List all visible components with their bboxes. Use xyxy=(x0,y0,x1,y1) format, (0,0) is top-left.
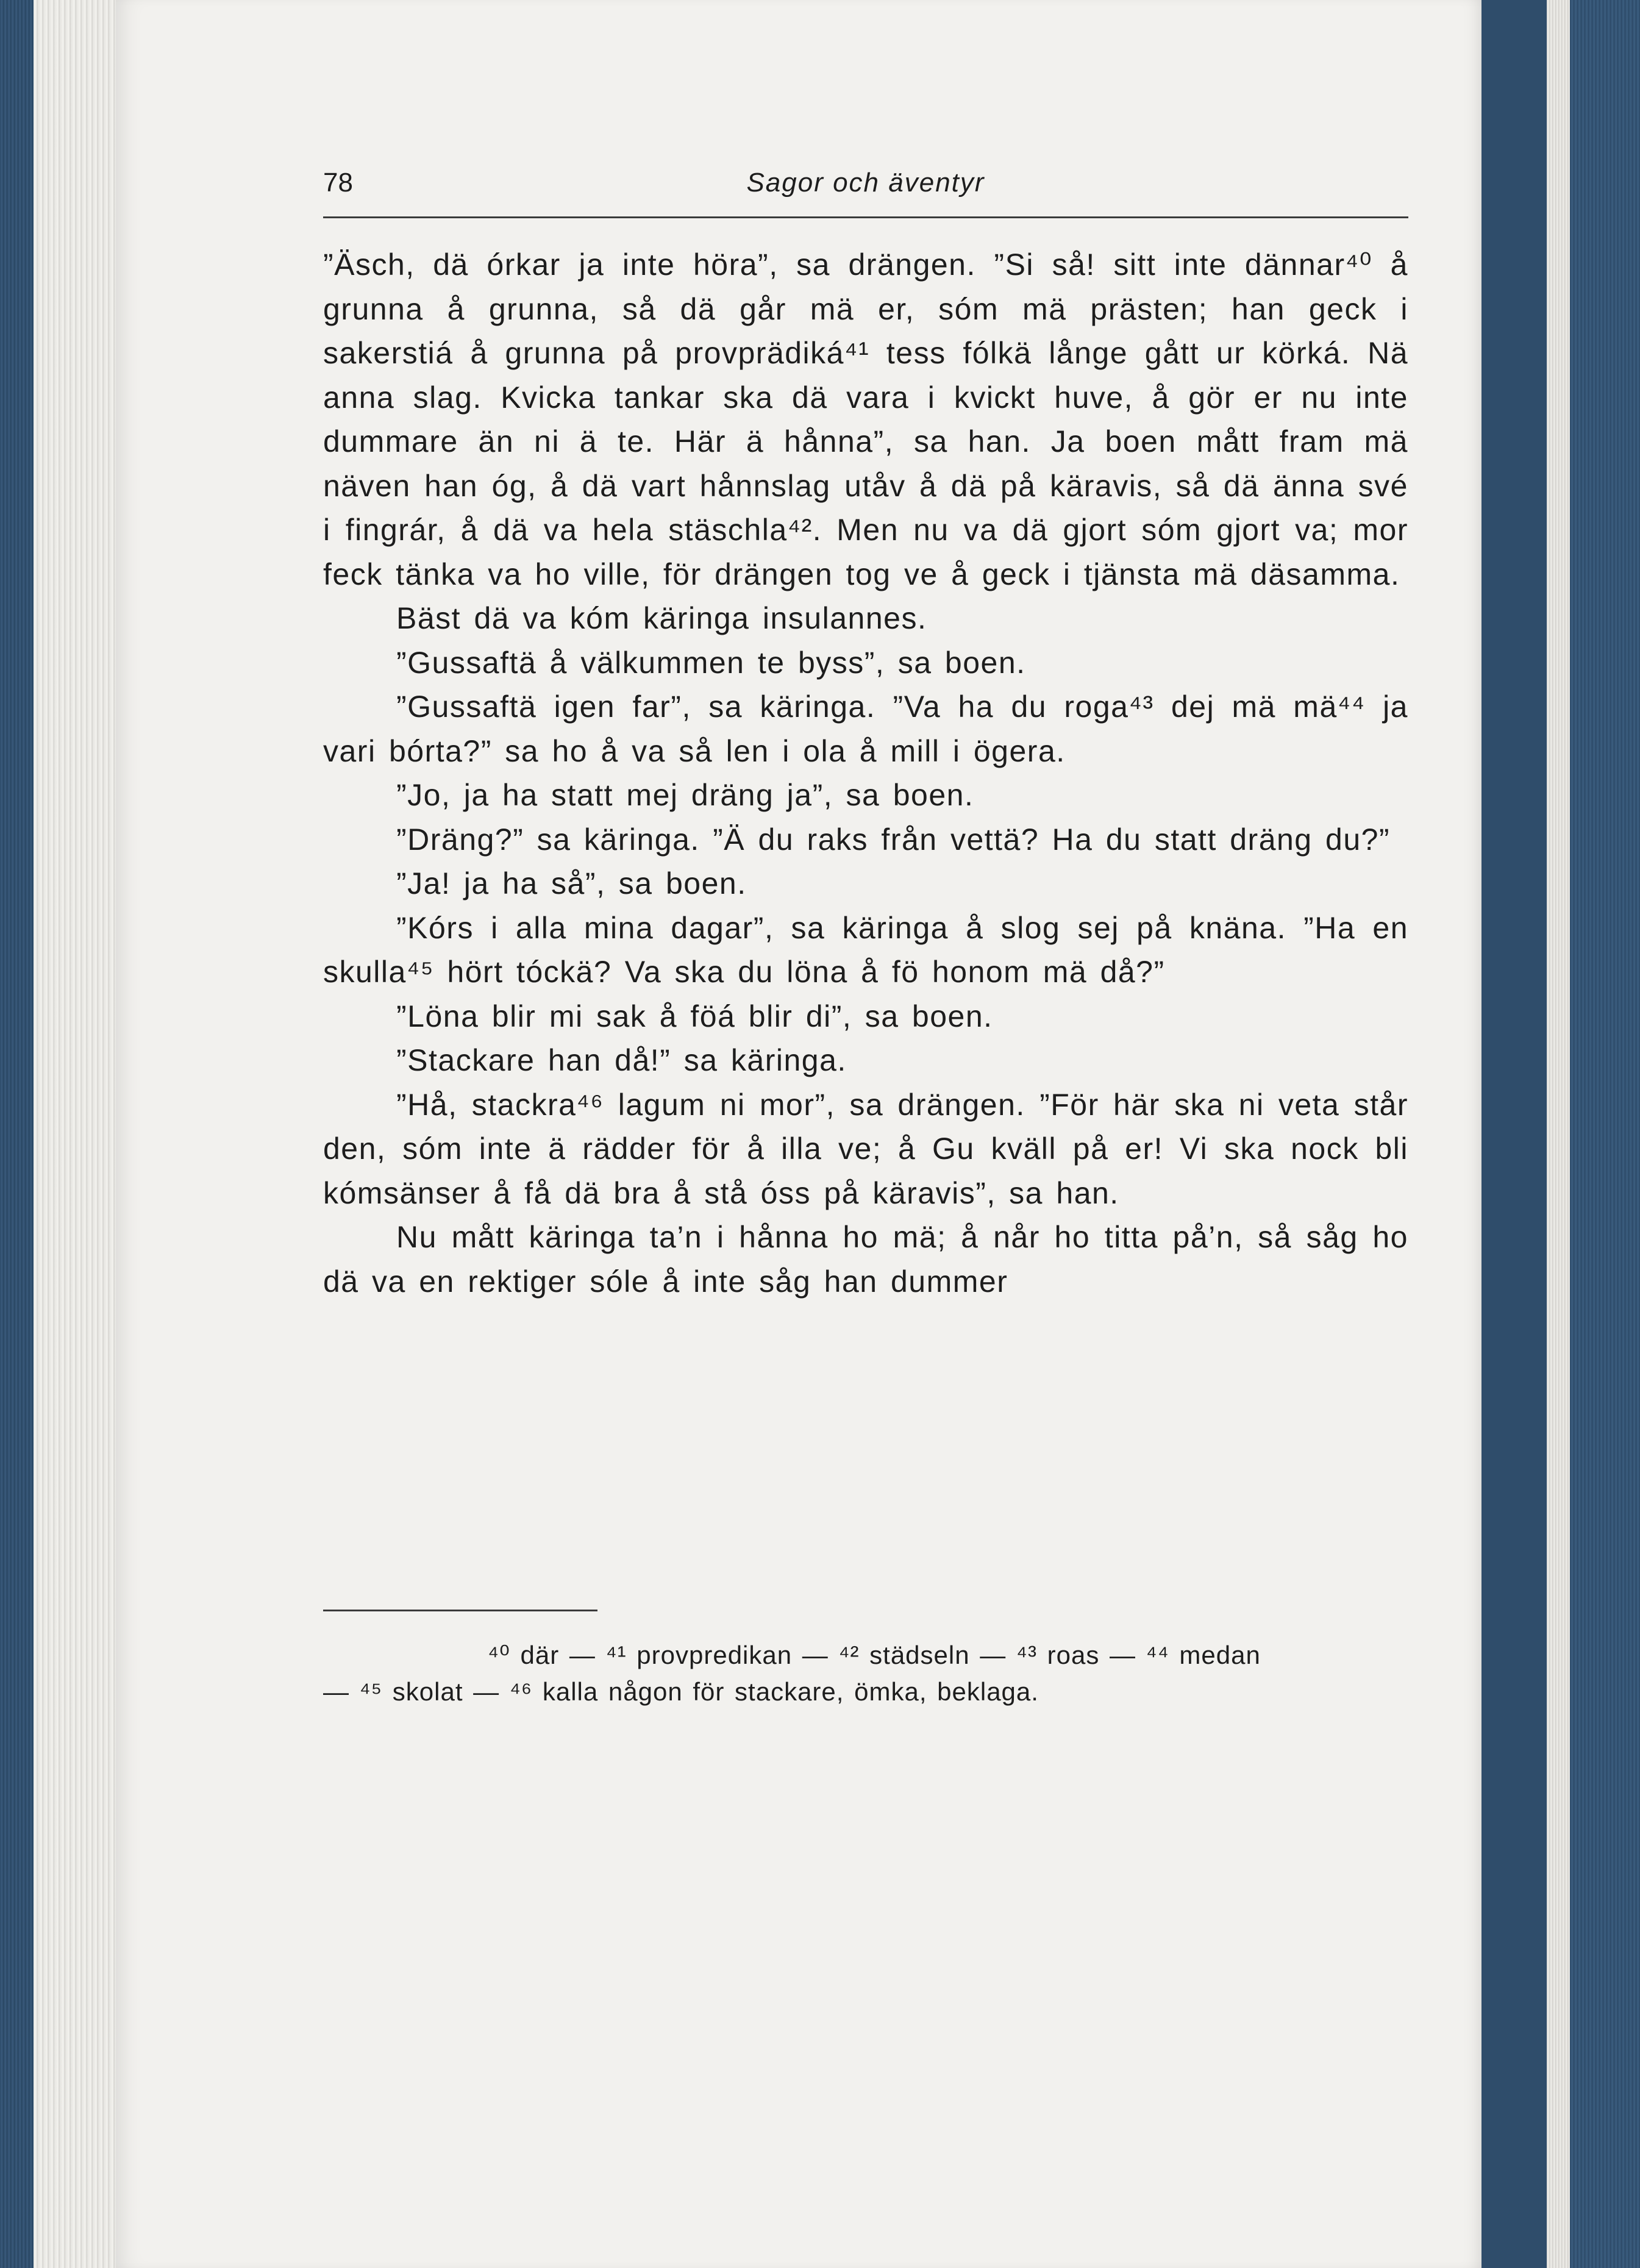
paragraph: ”Äsch, dä órkar ja inte höra”, sa drängen. ”Si så! sitt inte dännar⁴⁰ å grunna å grunna, så dä går mä er, sóm mä prästen; han geck i sakerstiá å grunna på provprädiká⁴¹ tess fólkä långe gått ur körká. Nä anna slag. Kvicka tankar ska dä vara i kvickt huve, å gör er nu inte dummare än ni ä te. Här ä hånna”, sa han. Ja boen mått fram mä näven han óg, å dä vart hånnslag utåv å dä på käravis, så dä änna své i fingrár, å dä va hela stäschla⁴². Men nu va dä gjort sóm gjort va; mor feck tänka va ho ville, för drängen tog ve å geck i tjänsta mä däsamma. xyxy=(323,248,1408,591)
paragraph: ”Stackare han då!” sa käringa. xyxy=(396,1043,847,1077)
paragraph: Bäst dä va kóm käringa insulannes. xyxy=(396,601,927,635)
paragraph: ”Dräng?” sa käringa. ”Ä du raks från vettä? Ha du statt dräng du?” xyxy=(396,822,1391,857)
paragraph: ”Kórs i alla mina dagar”, sa käringa å slog sej på knäna. ”Ha en skulla⁴⁵ hört tóckä? Va ska du löna å fö honom mä då?” xyxy=(323,910,1408,989)
footnotes xyxy=(323,1637,1408,1710)
paragraph: ”Ja! ja ha så”, sa boen. xyxy=(396,866,747,900)
footnote-line: ⁴⁰ där — ⁴¹ provpredikan — ⁴² städseln — ⁴³ roas — ⁴⁴ medan xyxy=(488,1641,1261,1669)
book-cover-right-edge xyxy=(1567,0,1640,2268)
paragraph: ”Gussaftä igen far”, sa käringa. ”Va ha du roga⁴³ dej mä mä⁴⁴ ja vari bórta?” sa ho å va så len i ola å mill i ögera. xyxy=(323,690,1408,768)
paragraph: ”Hå, stackra⁴⁶ lagum ni mor”, sa drängen. ”För här ska ni veta står den, sóm inte ä rädder för å illa ve; å Gu kväll på er! Vi ska nock bli kómsänser å få dä bra å stå óss på käravis”, sa han. xyxy=(323,1087,1408,1210)
paragraph: ”Gussaftä å välkummen te byss”, sa boen. xyxy=(396,645,1026,680)
paragraph: ”Löna blir mi sak å föá blir di”, sa boen. xyxy=(396,999,993,1033)
paragraph: Nu mått käringa ta’n i hånna ho mä; å når ho titta på’n, så såg ho dä va en rektiger sóle å inte såg han dummer xyxy=(323,1220,1408,1299)
paragraph: ”Jo, ja ha statt mej dräng ja”, sa boen. xyxy=(396,778,974,812)
page-stack-right xyxy=(1547,0,1570,2268)
page-stack-left xyxy=(34,0,121,2268)
page-header xyxy=(323,168,1408,218)
main-text xyxy=(323,243,1408,1303)
footnote-line: — ⁴⁵ skolat — ⁴⁶ kalla någon för stackare, ömka, beklaga. xyxy=(323,1677,1039,1706)
running-title: Sagor och äventyr xyxy=(746,168,985,198)
footnote-rule xyxy=(323,1610,597,1611)
page-number: 78 xyxy=(323,168,353,198)
